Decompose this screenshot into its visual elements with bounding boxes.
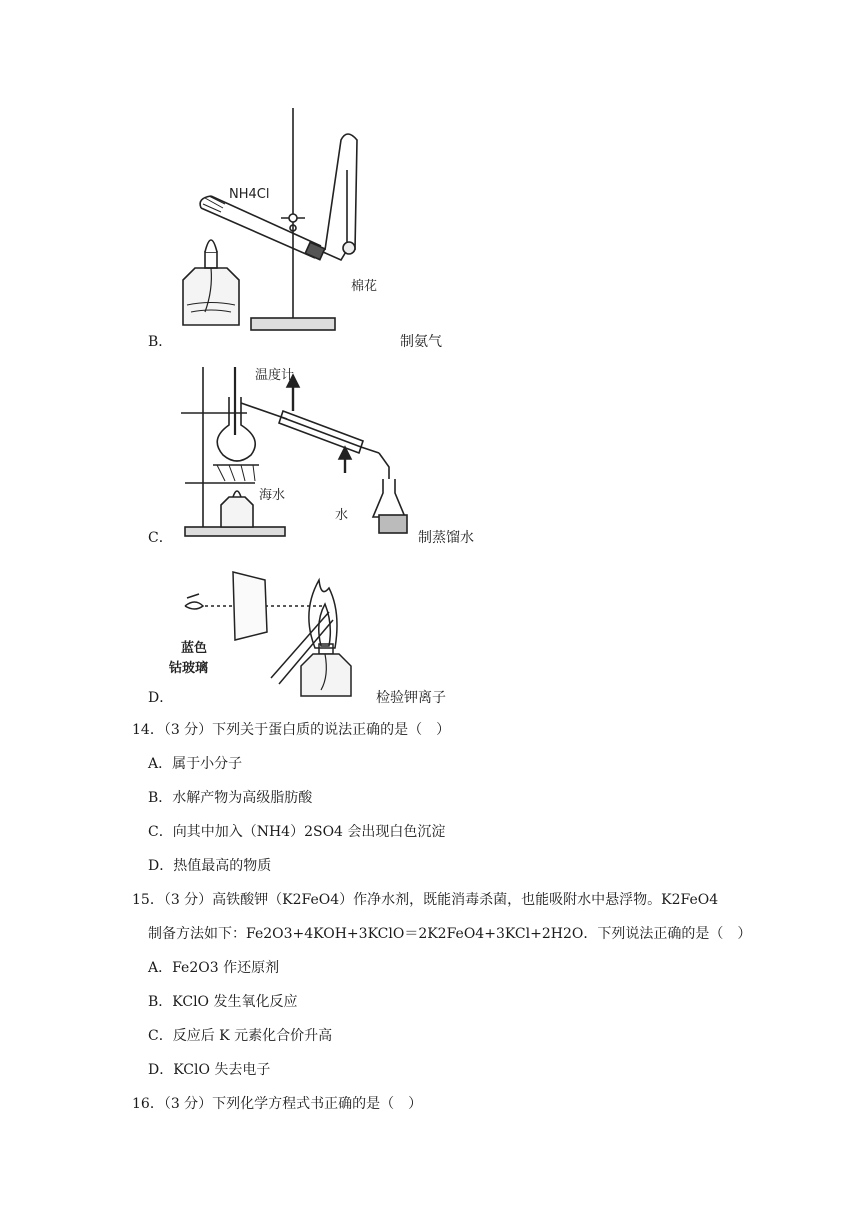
question-16-stem: 16．（3 分）下列化学方程式书正确的是（ ） [132,1096,423,1112]
figure-d [165,558,370,698]
option-b-caption: 制氨气 [400,334,442,350]
figure-b [165,100,405,345]
thermometer-label: 温度计 [255,368,295,383]
question-15-stem-line1: 15．（3 分）高铁酸钾（K2FeO4）作净水剂，既能消毒杀菌，也能吸附水中悬浮物。K2FeO4 [132,892,719,908]
option-c-letter: C． [148,530,173,546]
question-14-option-b[interactable]: B．水解产物为高级脂肪酸 [148,790,313,806]
question-15-option-a[interactable]: A．Fe2O3 作还原剂 [148,960,280,976]
question-15-option-d[interactable]: D．KClO 失去电子 [148,1062,271,1078]
question-15-stem-line2: 制备方法如下：Fe2O3+4KOH+3KClO＝2K2FeO4+3KCl+2H2O．下列说法正确的是（ ） [148,926,752,942]
option-d-letter: D． [148,690,174,706]
question-14-option-c[interactable]: C．向其中加入（NH4）2SO4 会出现白色沉淀 [148,824,446,840]
seawater-label: 海水 [259,488,286,503]
figure-c [175,355,420,540]
cobalt-glass-label-line1: 蓝色 [181,641,208,656]
distillation-apparatus-diagram [175,355,420,540]
ammonia-apparatus-diagram [165,100,405,345]
option-d-caption: 检验钾离子 [376,690,446,706]
question-14-stem: 14．（3 分）下列关于蛋白质的说法正确的是（ ） [132,722,451,738]
option-c-caption: 制蒸馏水 [418,530,474,546]
nh4cl-label: NH4Cl [229,187,270,202]
question-14-option-d[interactable]: D．热值最高的物质 [148,858,272,874]
cotton-label: 棉花 [351,279,378,294]
cobalt-glass-label-line2: 钴玻璃 [169,661,209,676]
question-14-option-a[interactable]: A．属于小分子 [148,756,243,772]
flame-test-diagram [165,558,370,698]
question-15-option-c[interactable]: C．反应后 K 元素化合价升高 [148,1028,333,1044]
water-label: 水 [335,508,349,523]
option-b-letter: B． [148,334,173,350]
question-15-option-b[interactable]: B．KClO 发生氧化反应 [148,994,298,1010]
